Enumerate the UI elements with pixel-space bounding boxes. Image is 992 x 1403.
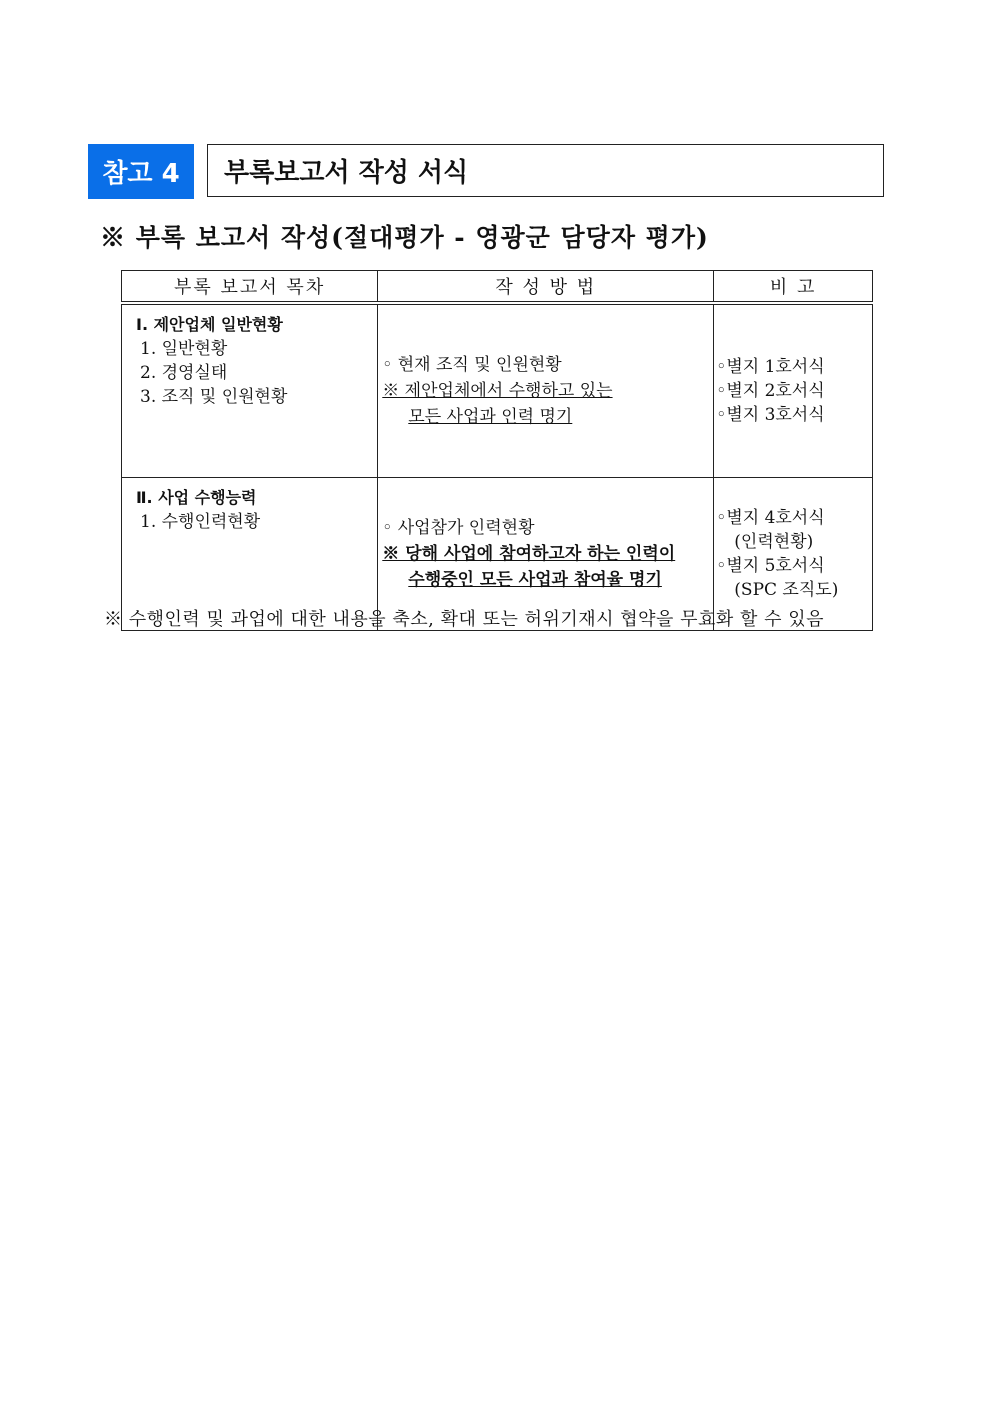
header-toc: 부록 보고서 목차 xyxy=(122,271,378,304)
section-title: Ⅱ. 사업 수행능력 xyxy=(136,488,257,507)
note-line: (인력현황) xyxy=(734,532,814,552)
note-line: ◦별지 2호서식 xyxy=(716,381,825,401)
subheading: ※ 부록 보고서 작성(절대평가 - 영광군 담당자 평가) xyxy=(100,223,709,252)
section-header xyxy=(88,144,886,199)
note-line: ◦별지 5호서식 xyxy=(716,556,825,576)
toc-cell xyxy=(122,303,378,478)
table-row xyxy=(122,303,873,478)
method-line: 수행중인 모든 사업과 참여율 명기 xyxy=(408,570,662,590)
page-title: 부록보고서 작성 서식 xyxy=(207,144,884,197)
toc-item: 1. 수행인력현황 xyxy=(140,512,261,532)
method-line: 모든 사업과 인력 명기 xyxy=(408,407,573,427)
note-line: ◦별지 3호서식 xyxy=(716,405,825,425)
header-method: 작 성 방 법 xyxy=(378,271,714,304)
header-notes: 비 고 xyxy=(714,271,873,304)
method-line: ◦ 사업참가 인력현황 xyxy=(382,518,535,538)
appendix-report-table xyxy=(121,270,873,631)
note-line: (SPC 조직도) xyxy=(734,580,839,600)
method-cell xyxy=(378,303,714,478)
notes-cell xyxy=(714,303,873,478)
method-line: ※ 당해 사업에 참여하고자 하는 인력이 xyxy=(382,544,676,564)
toc-item: 2. 경영실태 xyxy=(140,363,228,383)
note-line: ◦별지 1호서식 xyxy=(716,357,825,377)
toc-item: 1. 일반현황 xyxy=(140,339,228,359)
toc-item: 3. 조직 및 인원현황 xyxy=(140,387,288,407)
footnote: ※ 수행인력 및 과업에 대한 내용을 축소, 확대 또는 허위기재시 협약을 무효화 할 수 있음 xyxy=(104,609,825,630)
method-line: ◦ 현재 조직 및 인원현황 xyxy=(382,355,562,375)
method-line: ※ 제안업체에서 수행하고 있는 xyxy=(382,381,613,401)
note-line: ◦별지 4호서식 xyxy=(716,508,825,528)
section-title: Ⅰ. 제안업체 일반현황 xyxy=(136,315,283,334)
reference-badge: 참고 4 xyxy=(88,144,194,199)
table-header-row xyxy=(122,271,873,304)
